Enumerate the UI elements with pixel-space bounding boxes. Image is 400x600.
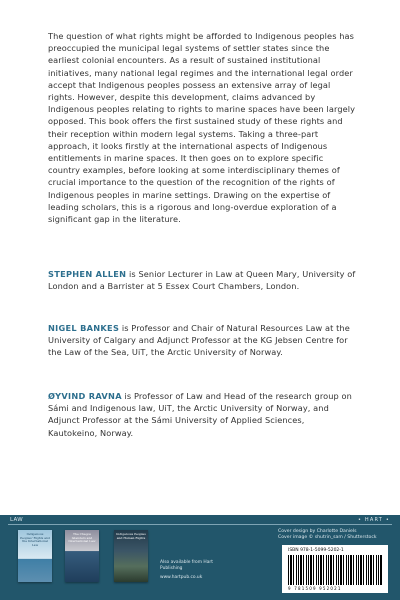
band-divider: [8, 524, 392, 525]
cover-image-credit: Cover image © shutrin_sam / Shutterstock: [278, 535, 377, 540]
related-book-thumbnail: [114, 530, 148, 582]
author-name: STEPHEN ALLEN: [48, 269, 127, 279]
author-name: ØYVIND RAVNA: [48, 391, 122, 401]
author-bio-text: is Professor and Chair of Natural Resources Law at the University of Calgary and Adjunct Professor at the KG Jebsen Centre for the Law of the Sea, UiT, the Arctic University of Norway.: [48, 323, 350, 358]
cover-design-credit: Cover design by Charlotte Daniels: [278, 529, 357, 534]
related-book-title: Indigenous Peoples and Human Rights: [116, 532, 146, 540]
barcode-icon: [288, 555, 382, 585]
author-bio-bankes: [48, 322, 356, 359]
author-bio-text: is Senior Lecturer in Law at Queen Mary, University of London and a Barrister at 5 Essex Court Chambers, London.: [48, 269, 356, 292]
author-bio-ravna: [48, 390, 356, 439]
also-available-text: Also available from Hart Publishing: [160, 560, 213, 571]
publisher-logo: • HART •: [354, 517, 390, 523]
author-name: NIGEL BANKES: [48, 323, 120, 333]
isbn-barcode: [282, 545, 388, 593]
also-available: [160, 560, 220, 581]
isbn-text: ISBN 978-1-5099-5202-1: [288, 548, 344, 553]
related-book-thumbnail: [18, 530, 52, 582]
related-book-thumbnail: [65, 530, 99, 582]
author-bio-text: is Professor of Law and Head of the research group on Sámi and Indigenous law, UiT, the Arctic University of Norway, and Adjunct Professor at the Sámi University of Applied Sciences, Kautokeino, Norway.: [48, 391, 352, 438]
book-blurb: The question of what rights might be afforded to Indigenous peoples has preoccupied the municipal legal systems of settler states since the earliest colonial encounters. As a result of sustained institutional initiatives, many national legal regimes and the international legal order accept that Indigenous peoples possess an extensive array of legal rights. However, despite this development, claims advanced by Indigenous peoples relating to rights to marine spaces have been largely opposed. This book offers the first sustained study of these rights and their reception within modern legal systems. Taking a three-part approach, it looks firstly at the international aspects of Indigenous entitlements in marine spaces. It then goes on to explore specific country examples, before looking at some interdisciplinary themes of crucial importance to the question of the recognition of the rights of Indigenous peoples in marine settings. Drawing on the expertise of leading scholars, this is a rigorous and long-overdue exploration of a significant gap in the literature.: [48, 31, 356, 225]
cover-credits: [278, 529, 388, 541]
publisher-website: www.hartpub.co.uk: [160, 575, 203, 580]
related-book-title: Indigenous Peoples' Rights and the International Law: [20, 532, 50, 547]
barcode-digits: 9 781509 952021: [288, 586, 342, 591]
author-bio-allen: [48, 268, 356, 292]
subject-label: LAW: [10, 517, 27, 523]
related-book-title: The Chagos Islanders and International Law: [68, 532, 96, 544]
